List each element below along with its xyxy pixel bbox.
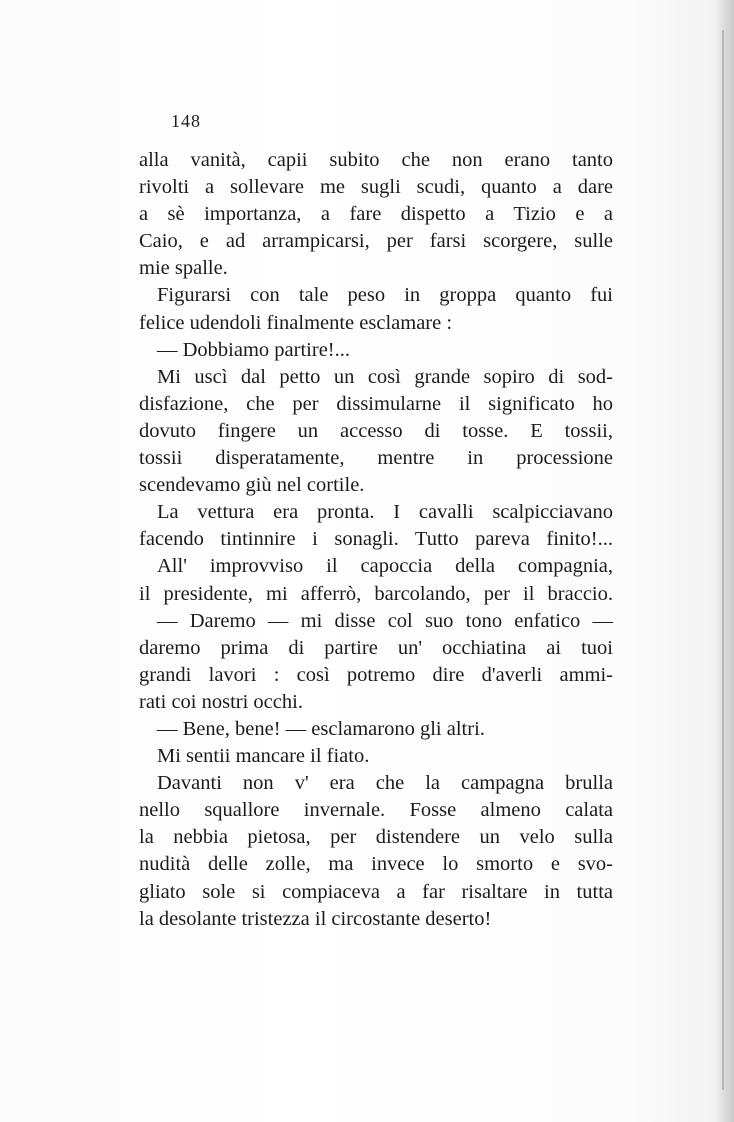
text-line: nello squallore invernale. Fosse almeno calata (139, 799, 613, 822)
text-line: Mi uscì dal petto un così grande sopiro di sod- (157, 365, 613, 388)
body-text (139, 147, 613, 933)
text-line: Mi sentii mancare il fiato. (157, 745, 370, 768)
text-line: scendevamo giù nel cortile. (139, 474, 365, 497)
text-line: Davanti non v' era che la campagna brulla (157, 772, 613, 795)
text-line: mie spalle. (139, 257, 228, 280)
text-line: gliato sole si compiaceva a far risaltare in tutta (139, 880, 613, 903)
text-line: alla vanità, capii subito che non erano tanto (139, 149, 613, 171)
text-line: grandi lavori : così potremo dire d'averli ammi- (139, 663, 613, 686)
text-line: il presidente, mi afferrò, barcolando, per il braccio. (139, 582, 613, 605)
page-edge-shadow (716, 0, 734, 1122)
text-line: dovuto fingere un accesso di tosse. E tossii, (139, 419, 613, 442)
text-line: rivolti a sollevare me sugli scudi, quanto a dare (139, 176, 613, 199)
text-line: la nebbia pietosa, per distendere un velo sulla (139, 826, 613, 849)
text-line: Caio, e ad arrampicarsi, per farsi scorgere, sulle (139, 230, 613, 253)
text-line: — Dobbiamo partire!... (157, 338, 350, 361)
text-line: facendo tintinnire i sonagli. Tutto pareva finito!... (139, 528, 613, 551)
text-line: la desolante tristezza il circostante deserto! (139, 907, 492, 930)
text-line: tossii disperatamente, mentre in processione (139, 447, 613, 470)
text-line: disfazione, che per dissimularne il significato ho (139, 392, 613, 415)
text-line: — Daremo — mi disse col suo tono enfatico — (157, 609, 613, 632)
text-line: — Bene, bene! — esclamarono gli altri. (157, 717, 485, 740)
text-line: daremo prima di partire un' occhiatina ai tuoi (139, 636, 613, 659)
text-line: felice udendoli finalmente esclamare : (139, 311, 453, 334)
text-line: a sè importanza, a fare dispetto a Tizio e a (139, 203, 613, 226)
text-line: nudità delle zolle, ma invece lo smorto e svo- (139, 853, 613, 876)
page-number: 148 (171, 111, 201, 131)
text-line: rati coi nostri occhi. (139, 690, 303, 713)
text-line: La vettura era pronta. I cavalli scalpicciavano (157, 501, 613, 524)
text-line: All' improvviso il capoccia della compagnia, (157, 555, 613, 578)
text-line: Figurarsi con tale peso in groppa quanto fui (157, 284, 613, 307)
binding-line (722, 30, 724, 1090)
